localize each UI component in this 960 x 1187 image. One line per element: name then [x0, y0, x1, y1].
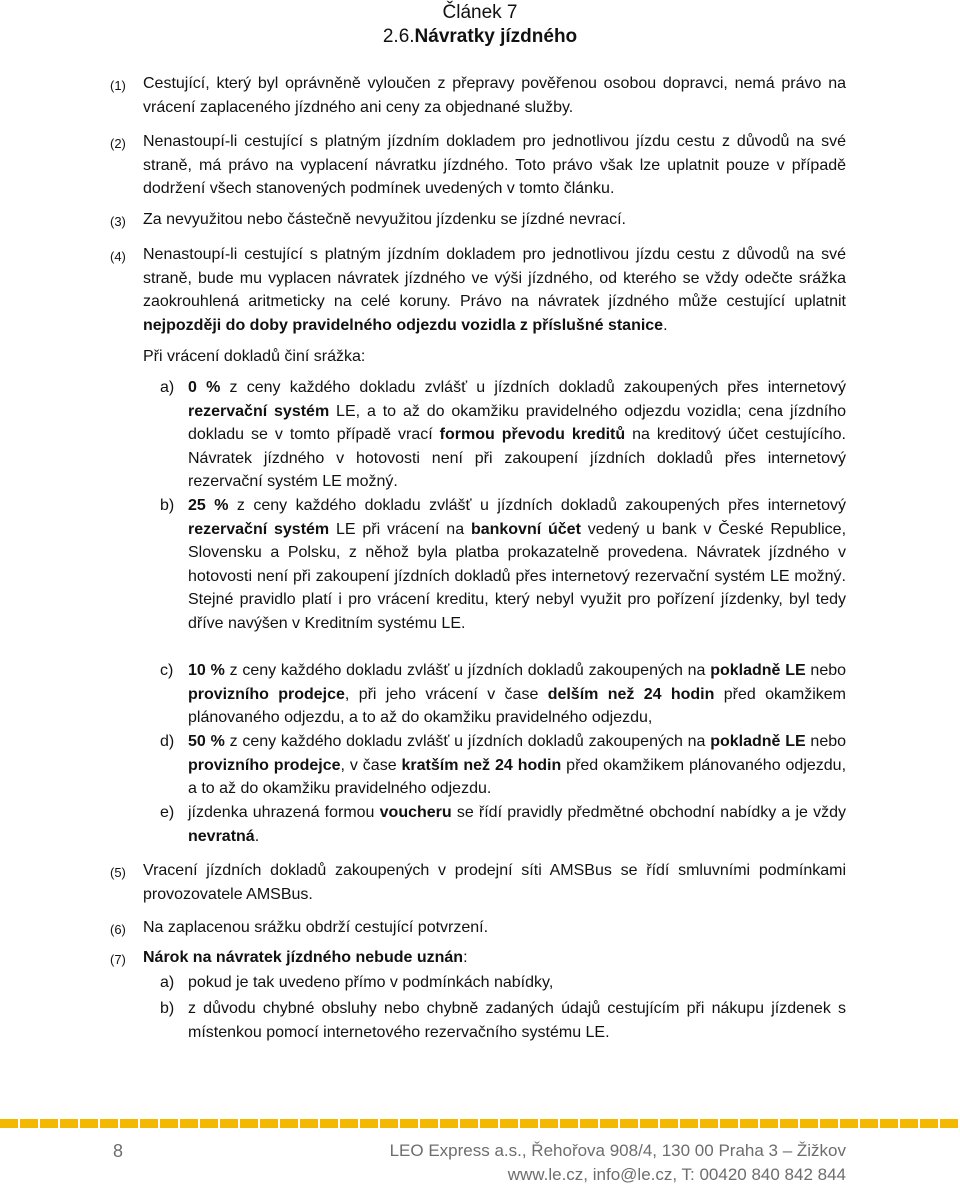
text-part: , v čase [340, 756, 402, 774]
percent-value: 0 % [188, 379, 221, 396]
list-item-7a [160, 971, 846, 995]
list-letter: b) [160, 1000, 175, 1017]
text-part: se řídí pravidly předmětné obchodní nabídky a je vždy [451, 804, 846, 821]
text-part: z ceny každého dokladu zvlášť u jízdních dokladů zakoupených přes internetový [228, 497, 847, 514]
paragraph-text-part: Nenastoupí-li cestující s platným jízdním dokladem pro jednotlivou jízdu cestu z důvodů na své straně, má právo na vyplacení návratku jízdného. [143, 133, 846, 174]
text-emphasis: kratším než 24 hodin [401, 756, 562, 774]
text-part: nebo [805, 733, 847, 750]
text-part: : [463, 949, 468, 966]
footer-accent-bar [0, 1119, 960, 1128]
text-part: před okamžikem plánovaného odjezdu, a to až do okamžiku pravidelného odjezdu, [188, 685, 847, 726]
paragraph-7 [110, 946, 846, 970]
paragraph-text-part: . [663, 316, 668, 334]
list-item-text [188, 730, 846, 801]
text-emphasis: nevratná [188, 827, 255, 845]
text-part: , při jeho vrácení v čase [344, 685, 548, 703]
paragraph-5 [110, 859, 846, 906]
list-letter: a) [160, 974, 175, 991]
paragraph-number: (3) [110, 214, 126, 229]
text-part: jízdenka uhrazená formou [188, 804, 380, 821]
paragraph-4 [110, 243, 846, 337]
paragraph-text [143, 946, 846, 970]
list-item-b [160, 494, 846, 635]
paragraph-text-part: Toto právo však lze uplatnit pouze v případě dodržení všech stanovených podmínek uvedených v tomto článku. [143, 156, 847, 197]
paragraph-number: (7) [110, 952, 126, 967]
text-emphasis: rezervační systém [188, 520, 330, 538]
list-item-text [188, 376, 846, 494]
list-item-text: z důvodu chybné obsluhy nebo chybně zadaných údajů cestujícím při nákupu jízdenek s místenkou pomocí internetového rezervačního systému LE. [188, 1000, 846, 1041]
percent-value: 50 % [188, 733, 225, 750]
paragraph-text [143, 243, 846, 337]
paragraph-number: (2) [110, 136, 126, 151]
percent-value: 25 % [188, 497, 229, 514]
percent-value: 10 % [188, 662, 225, 679]
section-title: Návratky jízdného [414, 26, 578, 47]
paragraph-text: Vracení jízdních dokladů zakoupených v prodejní síti AMSBus se řídí smluvními podmínkami provozovatele AMSBus. [143, 862, 846, 903]
section-number: 2.6. [382, 26, 415, 47]
text-emphasis: Nárok na návratek jízdného nebude uznán [143, 949, 464, 966]
text-emphasis: pokladně LE [710, 662, 806, 679]
paragraph-text-part: Nenastoupí-li cestující s platným jízdním dokladem pro jednotlivou jízdu cestu z důvodů na své straně, bude mu vyplacen návratek jízdného ve výši jízdného, od kterého se vždy odečte srážka zaokrouhlená aritmeticky na celé koruny. Právo na návratek jízdného může cestující uplatnit [143, 246, 846, 310]
text-part: LE při vrácení na [329, 520, 471, 538]
paragraph-number: (4) [110, 249, 126, 264]
paragraph-number: (1) [110, 78, 126, 93]
text-part: nebo [805, 662, 847, 679]
text-part: vedený u bank v České Republice, Slovensku a Polsku, z něhož byla platba prokazatelně provedena. Návratek jízdného v hotovosti není při zakoupení jízdních dokladů přes internetový rezervační systém LE možný. Stejné pravidlo platí i pro vrácení kreditu, který nebyl využit pro pořízení jízdenky, byl tedy dříve navýšen v Kreditním systému LE. [188, 520, 847, 632]
list-item-text [188, 801, 846, 848]
deadline-emphasis: nejpozději do doby pravidelného odjezdu vozidla z příslušné stanice [143, 316, 664, 334]
footer-contact: www.le.cz, info@le.cz, T: 00420 840 842 844 [507, 1165, 846, 1184]
list-item-text: pokud je tak uvedeno přímo v podmínkách nabídky, [188, 974, 554, 991]
text-emphasis: provizního prodejce [188, 756, 341, 774]
text-part: z ceny každého dokladu zvlášť u jízdních dokladů zakoupených na [224, 733, 711, 750]
deduction-intro: Při vrácení dokladů činí srážka: [143, 348, 366, 365]
list-letter: d) [160, 733, 175, 750]
footer-address: LEO Express a.s., Řehořova 908/4, 130 00 Praha 3 – Žižkov [389, 1141, 846, 1160]
list-item-d [160, 730, 846, 801]
page-number: 8 [113, 1141, 124, 1161]
list-item-7b [160, 997, 846, 1044]
list-item-a [160, 376, 846, 494]
list-item-text [188, 494, 846, 635]
text-part: LE, a to až do okamžiku pravidelného odjezdu vozidla; cena jízdního dokladu se v tomto případě vrací [188, 402, 846, 443]
paragraph-number: (6) [110, 922, 126, 937]
list-letter: e) [160, 804, 175, 821]
list-letter: c) [160, 662, 174, 679]
text-emphasis: pokladně LE [710, 733, 806, 750]
paragraph-text: Za nevyužitou nebo částečně nevyužitou jízdenku se jízdné nevrací. [143, 211, 626, 228]
paragraph-text: Cestující, který byl oprávněně vyloučen z přepravy pověřenou osobou dopravci, nemá právo na vrácení zaplaceného jízdného ani ceny za objednané služby. [143, 75, 846, 116]
paragraph-6 [110, 916, 846, 940]
paragraph-3 [110, 208, 846, 232]
text-part: na kreditový účet cestujícího. Návratek jízdného v hotovosti není při zakoupení jízdních dokladů přes internetový rezervační systém LE možný. [188, 426, 846, 490]
text-emphasis: rezervační systém [188, 402, 330, 420]
text-emphasis: delším než 24 hodin [547, 685, 715, 703]
text-part: z ceny každého dokladu zvlášť u jízdních dokladů zakoupených na [224, 662, 711, 679]
list-item-c [160, 659, 846, 730]
paragraph-text [143, 130, 846, 201]
text-emphasis: provizního prodejce [188, 685, 345, 703]
text-emphasis: bankovní účet [470, 520, 581, 538]
text-part: z ceny každého dokladu zvlášť u jízdních dokladů zakoupených přes internetový [220, 379, 847, 396]
paragraph-number: (5) [110, 865, 126, 880]
list-item-e [160, 801, 846, 848]
text-part: před okamžikem plánovaného odjezdu, a to až do okamžiku pravidelného odjezdu. [188, 756, 847, 797]
paragraph-2 [110, 130, 846, 201]
article-heading: Článek 7 [442, 2, 518, 23]
section-heading [0, 26, 960, 48]
text-part: . [254, 827, 260, 845]
paragraph-text: Na zaplacenou srážku obdrží cestující potvrzení. [143, 919, 489, 936]
paragraph-1 [110, 72, 846, 119]
list-letter: b) [160, 497, 175, 514]
text-emphasis: formou převodu kreditů [439, 426, 626, 443]
list-letter: a) [160, 379, 175, 396]
list-item-text [188, 659, 846, 730]
text-emphasis: voucheru [379, 804, 452, 821]
